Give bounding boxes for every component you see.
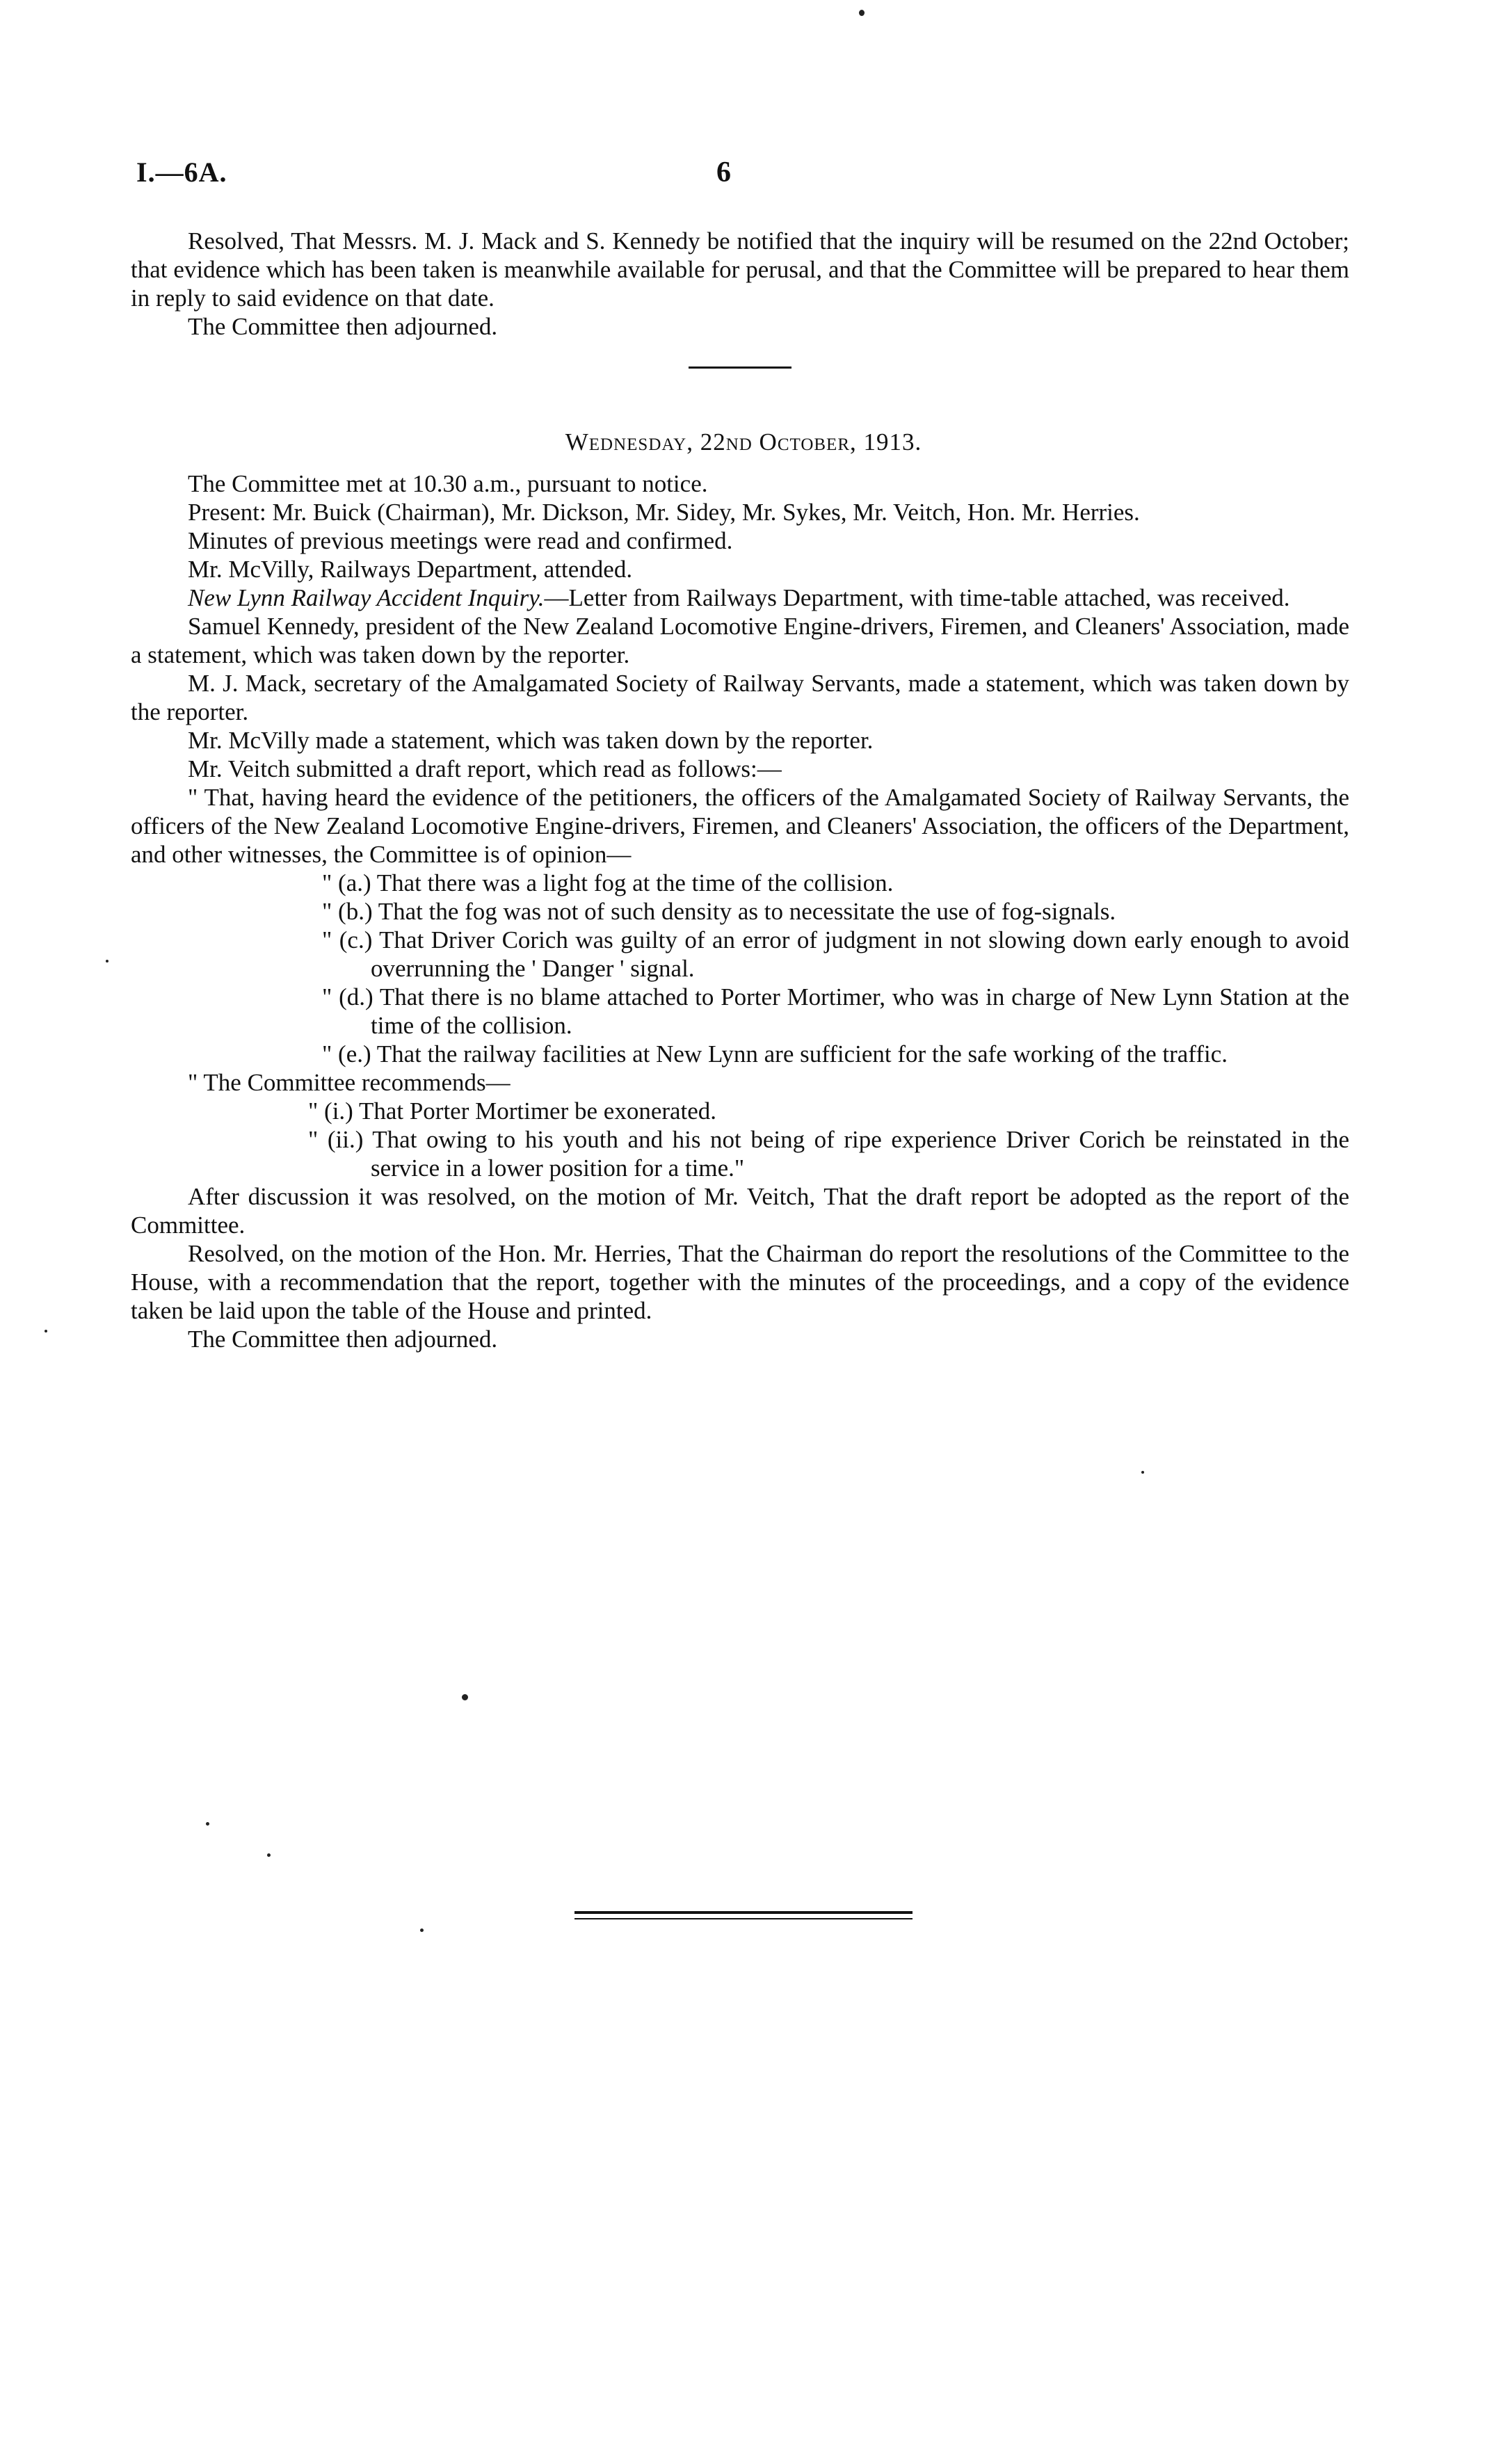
scan-speck bbox=[206, 1822, 209, 1826]
section-meeting-minutes bbox=[131, 469, 1349, 1353]
final-adjournment: The Committee then adjourned. bbox=[188, 1326, 498, 1353]
scan-speck bbox=[859, 10, 865, 16]
finding-item: " (c.) That Driver Corich was guilty of an error of judgment in not slowing down early enough to avoid overrunning the ' Danger ' signal. bbox=[322, 926, 1349, 982]
scan-speck bbox=[267, 1853, 271, 1857]
finding-item: " (b.) That the fog was not of such density as to necessitate the use of fog-signals. bbox=[322, 898, 1116, 925]
recommends-heading: " The Committee recommends— bbox=[188, 1069, 511, 1096]
veitch-draft: Mr. Veitch submitted a draft report, which read as follows:— bbox=[188, 755, 782, 782]
finding-item: " (d.) That there is no blame attached to Porter Mortimer, who was in charge of New Lynn Station at the time of the collision. bbox=[322, 983, 1349, 1039]
finding-item: " (e.) That the railway facilities at New Lynn are sufficient for the safe working of the traffic. bbox=[322, 1040, 1228, 1068]
resolution-paragraph: Resolved, That Messrs. M. J. Mack and S. Kennedy be notified that the inquiry will be resumed on the 22nd October; that evidence which has been taken is meanwhile available for perusal, and that the Committee will be prepared to hear them in reply to said evidence on that date. bbox=[131, 227, 1349, 312]
report-resolution: Resolved, on the motion of the Hon. Mr. Herries, That the Chairman do report the resolutions of the Committee to the House, with a recommendation that the report, together with the minutes of the proceedings, and a copy of the evidence taken be laid upon the table of the House and printed. bbox=[131, 1240, 1349, 1324]
scan-speck bbox=[106, 960, 108, 963]
recommendation-item: " (i.) That Porter Mortimer be exonerated. bbox=[308, 1097, 717, 1125]
mack-statement: M. J. Mack, secretary of the Amalgamated Society of Railway Servants, made a statement, which was taken down by the reporter. bbox=[131, 670, 1349, 725]
meeting-opened: The Committee met at 10.30 a.m., pursuant to notice. bbox=[188, 470, 708, 497]
minutes-confirmed: Minutes of previous meetings were read and confirmed. bbox=[188, 527, 733, 554]
members-present: Present: Mr. Buick (Chairman), Mr. Dickson, Mr. Sidey, Mr. Sykes, Mr. Veitch, Hon. Mr. Herries. bbox=[188, 499, 1140, 526]
page-number: 6 bbox=[716, 156, 731, 188]
section-divider bbox=[689, 367, 791, 369]
mcvilly-attended: Mr. McVilly, Railways Department, attended. bbox=[188, 556, 633, 583]
meeting-date-heading: Wednesday, 22nd October, 1913. bbox=[565, 428, 922, 456]
scan-speck bbox=[1141, 1471, 1144, 1474]
recommendation-item: " (ii.) That owing to his youth and his not being of ripe experience Driver Corich be reinstated in the service in a lower position for a time." bbox=[308, 1126, 1349, 1182]
document-reference: I.—6A. bbox=[136, 156, 227, 188]
section-october-resolution bbox=[131, 227, 1349, 341]
end-rule-thick bbox=[574, 1911, 913, 1914]
end-rule-thin bbox=[574, 1918, 913, 1919]
adoption-resolution: After discussion it was resolved, on the motion of Mr. Veitch, That the draft report be adopted as the report of the Committee. bbox=[131, 1183, 1349, 1239]
inquiry-text: —Letter from Railways Department, with time-table attached, was received. bbox=[544, 584, 1290, 611]
scan-speck bbox=[45, 1330, 47, 1332]
kennedy-statement: Samuel Kennedy, president of the New Zealand Locomotive Engine-drivers, Firemen, and Cleaners' Association, made a statement, which was taken down by the reporter. bbox=[131, 613, 1349, 668]
adjourned-paragraph: The Committee then adjourned. bbox=[188, 313, 498, 340]
finding-item: " (a.) That there was a light fog at the time of the collision. bbox=[322, 869, 894, 896]
scan-speck bbox=[420, 1928, 424, 1932]
inquiry-paragraph bbox=[131, 583, 1349, 612]
end-rule bbox=[574, 1911, 913, 1919]
committee-opinion: " That, having heard the evidence of the petitioners, the officers of the Amalgamated Society of Railway Servants, the officers of the New Zealand Locomotive Engine-drivers, Firemen, and Cleaners' Association, the officers of the Department, and other witnesses, the Committee is of opinion— bbox=[131, 784, 1349, 868]
scan-speck bbox=[462, 1694, 468, 1700]
inquiry-title: New Lynn Railway Accident Inquiry. bbox=[188, 584, 545, 611]
mcvilly-statement: Mr. McVilly made a statement, which was taken down by the reporter. bbox=[188, 727, 874, 754]
